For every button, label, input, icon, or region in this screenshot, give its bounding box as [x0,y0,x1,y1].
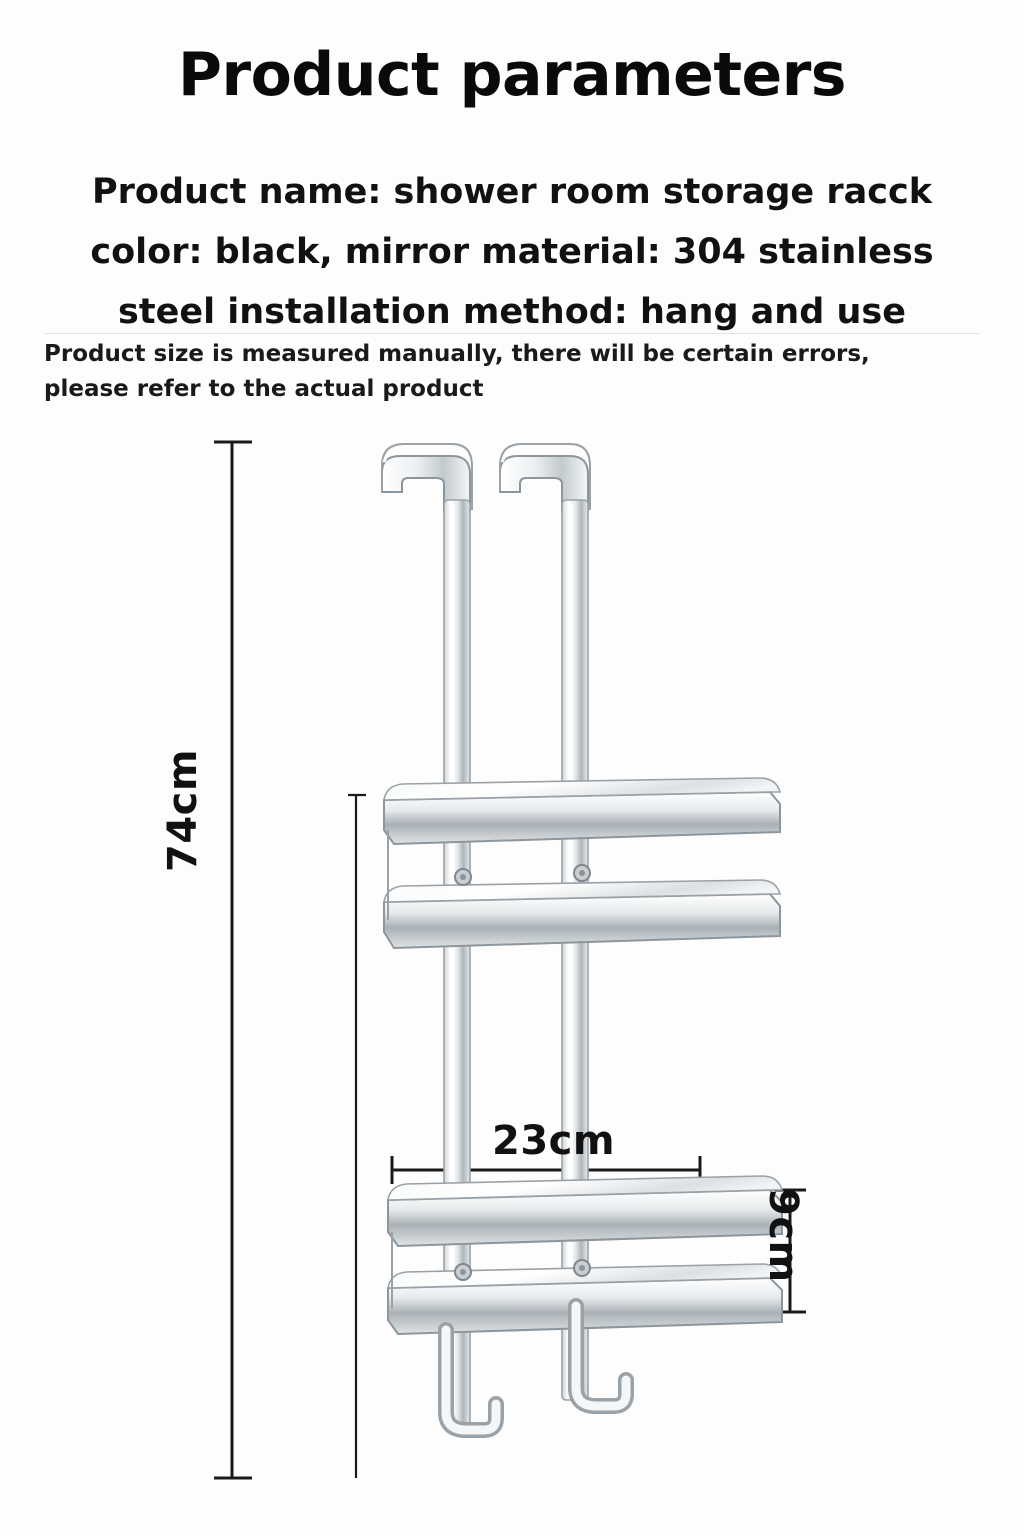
product-dimension-diagram [0,400,1024,1500]
measurement-note [44,337,984,407]
spec-line-2: color: black, mirror material: 304 stainless [90,232,934,273]
product-spec-text [0,162,1024,343]
shower-caddy-drawing [0,400,1024,1500]
bottom-hook-left [446,1330,496,1430]
depth-dimension-label: 9cm [760,1188,806,1283]
height-dimension-label: 74cm [160,748,206,872]
note-line-1: Product size is measured manually, there will be certain errors, [44,341,870,367]
divider [44,333,980,334]
spec-line-1: Product name: shower room storage racck [92,172,932,212]
page-title: Product parameters [178,40,846,110]
width-dimension-label: 23cm [492,1118,616,1164]
spec-line-3: steel installation method: hang and use [118,292,906,333]
note-line-2: please refer to the actual product [44,375,484,402]
